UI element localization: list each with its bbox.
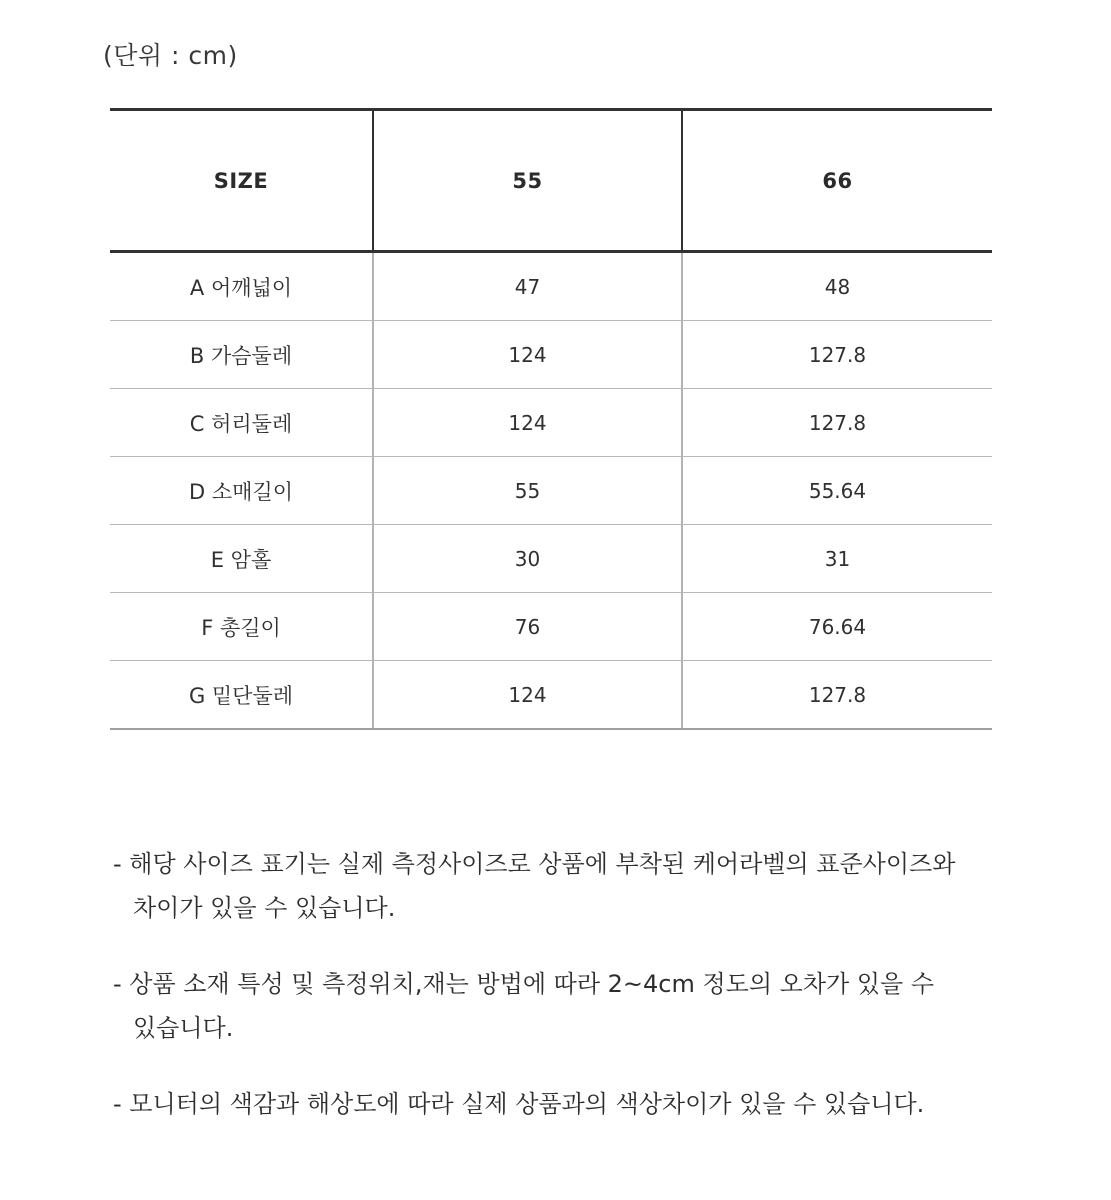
row-label: C 허리둘레 bbox=[110, 389, 373, 457]
row-value: 48 bbox=[682, 252, 992, 321]
row-label: B 가슴둘레 bbox=[110, 321, 373, 389]
row-value: 55 bbox=[373, 457, 682, 525]
row-label: F 총길이 bbox=[110, 593, 373, 661]
header-cell-55: 55 bbox=[373, 110, 682, 252]
table-header-row bbox=[110, 110, 992, 252]
table-row-hem bbox=[110, 661, 992, 730]
note-text: - 상품 소재 특성 및 측정위치,재는 방법에 따라 2~4cm 정도의 오차가 있을 수 bbox=[113, 970, 935, 998]
table-row-total-length bbox=[110, 593, 992, 661]
row-value: 31 bbox=[682, 525, 992, 593]
row-label: D 소매길이 bbox=[110, 457, 373, 525]
note-text: - 모니터의 색감과 해상도에 따라 실제 상품과의 색상차이가 있을 수 있습니다. bbox=[113, 1090, 925, 1118]
size-notes bbox=[113, 842, 998, 1158]
table-row-shoulder bbox=[110, 252, 992, 321]
row-value: 127.8 bbox=[682, 321, 992, 389]
row-label: A 어깨넓이 bbox=[110, 252, 373, 321]
note-text: 있습니다. bbox=[133, 1014, 234, 1042]
row-label: E 암홀 bbox=[110, 525, 373, 593]
row-value: 124 bbox=[373, 321, 682, 389]
row-value: 30 bbox=[373, 525, 682, 593]
row-value: 124 bbox=[373, 389, 682, 457]
unit-label: (단위 : cm) bbox=[103, 41, 238, 70]
note-care-label bbox=[113, 842, 998, 930]
table-row-waist bbox=[110, 389, 992, 457]
table-row-sleeve bbox=[110, 457, 992, 525]
row-value: 55.64 bbox=[682, 457, 992, 525]
size-table bbox=[110, 108, 992, 730]
note-text: 차이가 있을 수 있습니다. bbox=[133, 894, 396, 922]
table-row-armhole bbox=[110, 525, 992, 593]
note-text: - 해당 사이즈 표기는 실제 측정사이즈로 상품에 부착된 케어라벨의 표준사이즈와 bbox=[113, 850, 956, 878]
row-value: 47 bbox=[373, 252, 682, 321]
row-value: 127.8 bbox=[682, 389, 992, 457]
header-cell-size: SIZE bbox=[110, 110, 373, 252]
row-label: G 밑단둘레 bbox=[110, 661, 373, 730]
row-value: 124 bbox=[373, 661, 682, 730]
row-value: 127.8 bbox=[682, 661, 992, 730]
table-row-chest bbox=[110, 321, 992, 389]
note-measure-tolerance bbox=[113, 962, 998, 1050]
header-cell-66: 66 bbox=[682, 110, 992, 252]
row-value: 76 bbox=[373, 593, 682, 661]
row-value: 76.64 bbox=[682, 593, 992, 661]
note-monitor-color bbox=[113, 1082, 998, 1126]
